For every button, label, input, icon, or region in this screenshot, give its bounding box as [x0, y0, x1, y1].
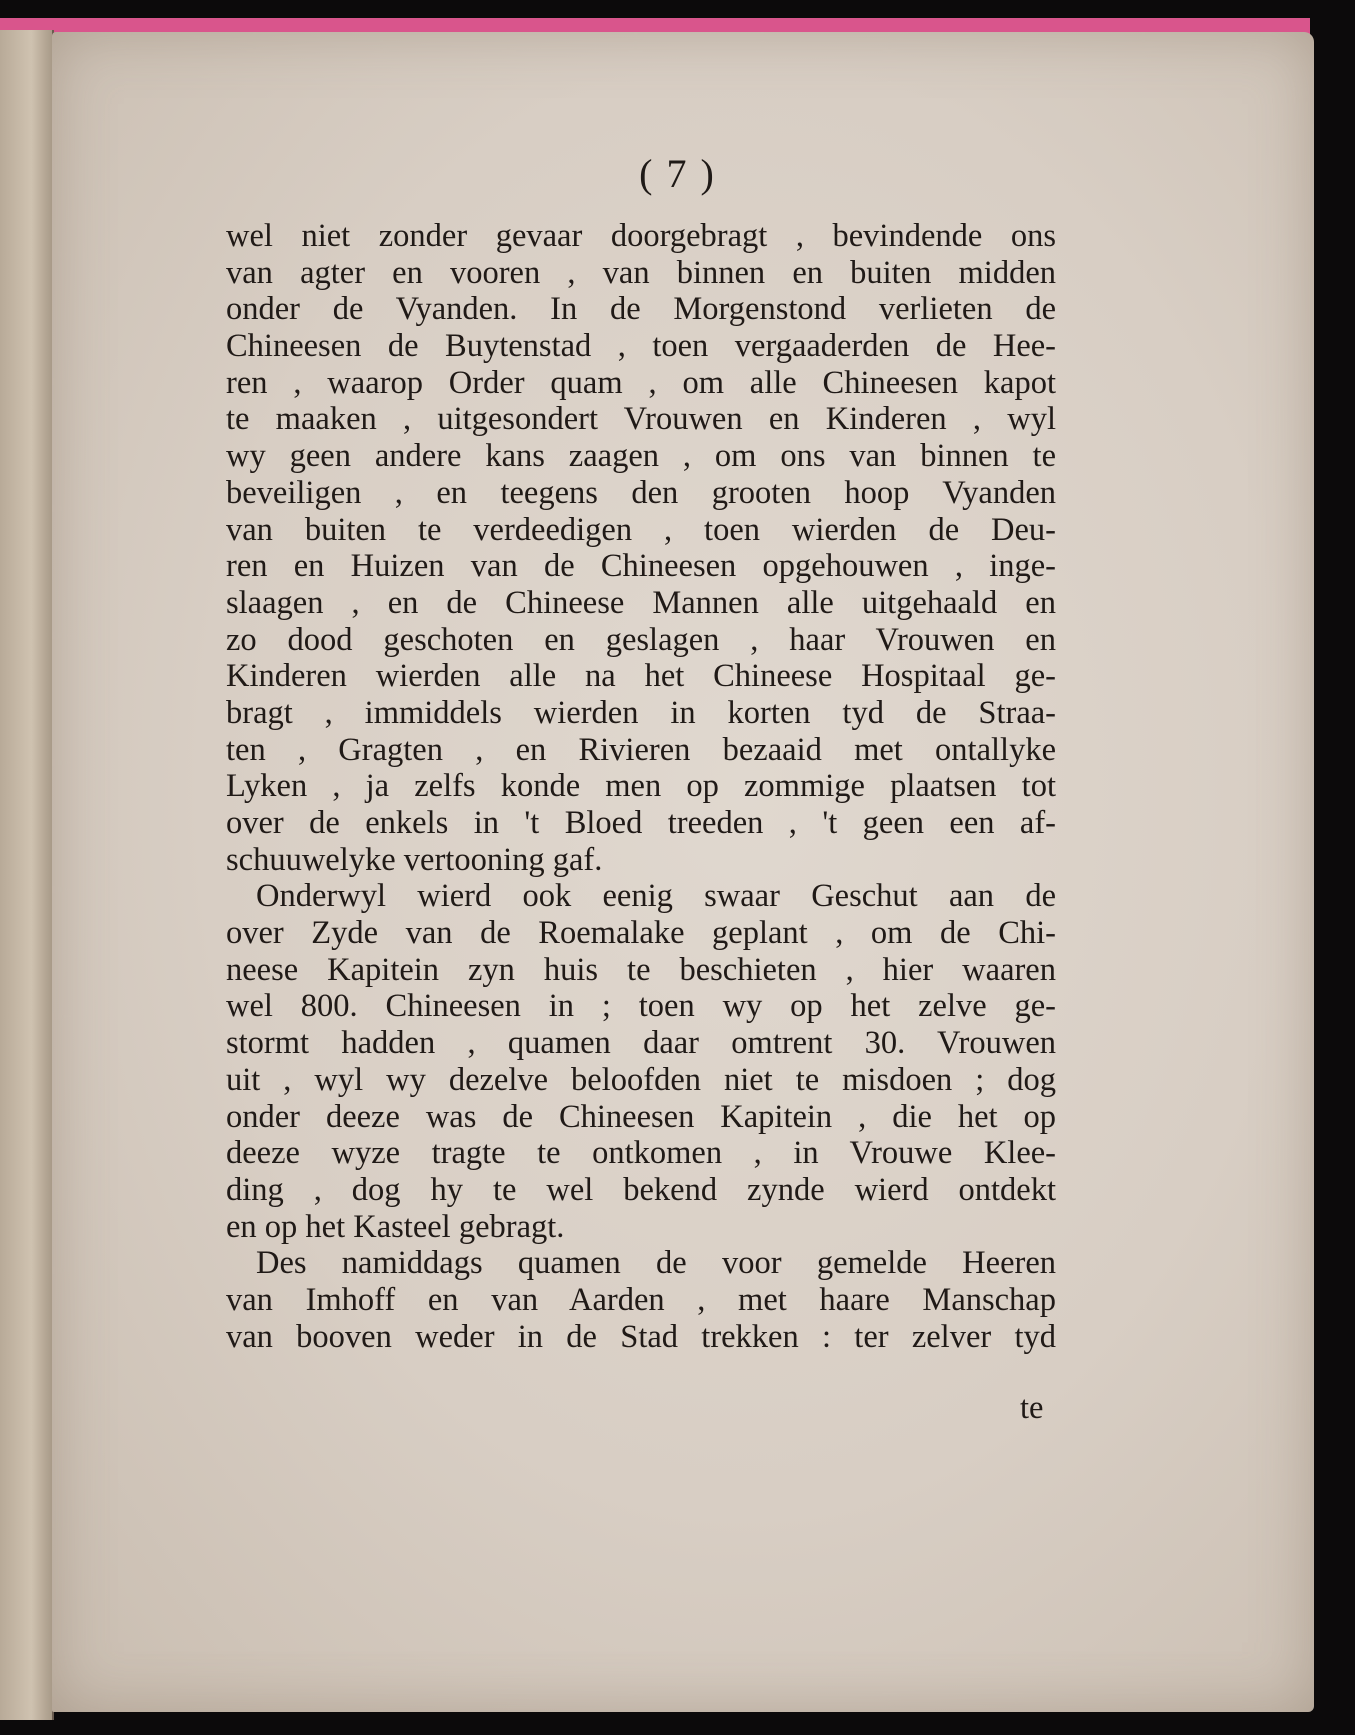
text-line: te maaken , uitgesondert Vrouwen en Kinderen , wyl: [226, 401, 1056, 438]
text-line: van booven weder in de Stad trekken : ter zelver tyd: [226, 1318, 1056, 1355]
text-line: Des namiddags quamen de voor gemelde Heeren: [256, 1245, 1056, 1282]
catchword: te: [1020, 1390, 1044, 1426]
text-line: wy geen andere kans zaagen , om ons van binnen te: [226, 438, 1056, 475]
text-line: ren , waarop Order quam , om alle Chineesen kapot: [226, 364, 1056, 401]
text-line: uit , wyl wy dezelve beloofden niet te misdoen ; dog: [226, 1061, 1056, 1098]
text-line: over Zyde van de Roemalake geplant , om de Chi-: [226, 915, 1056, 952]
text-line: ten , Gragten , en Rivieren bezaaid met ontallyke: [226, 731, 1056, 768]
text-line: Kinderen wierden alle na het Chineese Hospitaal ge-: [226, 658, 1056, 695]
text-line: Lyken , ja zelfs konde men op zommige plaatsen tot: [226, 768, 1056, 805]
page-number: ( 7 ): [639, 151, 716, 196]
text-line: Onderwyl wierd ook eenig swaar Geschut aan de: [256, 878, 1056, 915]
text-line: en op het Kasteel gebragt.: [226, 1208, 565, 1245]
body-text: [226, 218, 1056, 1355]
text-line: schuuwelyke vertooning gaf.: [226, 841, 603, 878]
text-line: stormt hadden , quamen daar omtrent 30. Vrouwen: [226, 1025, 1056, 1062]
left-page-edge: [0, 30, 54, 1720]
text-line: ren en Huizen van de Chineesen opgehouwen , inge-: [226, 548, 1056, 585]
text-line: wel 800. Chineesen in ; toen wy op het zelve ge-: [226, 988, 1056, 1025]
text-line: deeze wyze tragte te ontkomen , in Vrouwe Klee-: [226, 1135, 1056, 1172]
text-line: wel niet zonder gevaar doorgebragt , bevindende ons: [226, 218, 1056, 254]
text-line: ding , dog hy te wel bekend zynde wierd ontdekt: [226, 1171, 1056, 1208]
text-line: beveiligen , en teegens den grooten hoop Vyanden: [226, 474, 1056, 511]
text-line: slaagen , en de Chineese Mannen alle uitgehaald en: [226, 584, 1056, 621]
text-line: onder deeze was de Chineesen Kapitein , die het op: [226, 1098, 1056, 1135]
text-line: van Imhoff en van Aarden , met haare Manschap: [226, 1281, 1056, 1318]
text-line: Chineesen de Buytenstad , toen vergaaderden de Hee-: [226, 328, 1056, 365]
text-line: van buiten te verdeedigen , toen wierden de Deu-: [226, 511, 1056, 548]
text-line: zo dood geschoten en geslagen , haar Vrouwen en: [226, 621, 1056, 658]
text-line: bragt , immiddels wierden in korten tyd de Straa-: [226, 694, 1056, 731]
text-line: neese Kapitein zyn huis te beschieten , hier waaren: [226, 951, 1056, 988]
text-line: van agter en vooren , van binnen en buiten midden: [226, 254, 1056, 291]
text-line: over de enkels in 't Bloed treeden , 't geen een af-: [226, 805, 1056, 841]
text-line: onder de Vyanden. In de Morgenstond verlieten de: [226, 291, 1056, 328]
